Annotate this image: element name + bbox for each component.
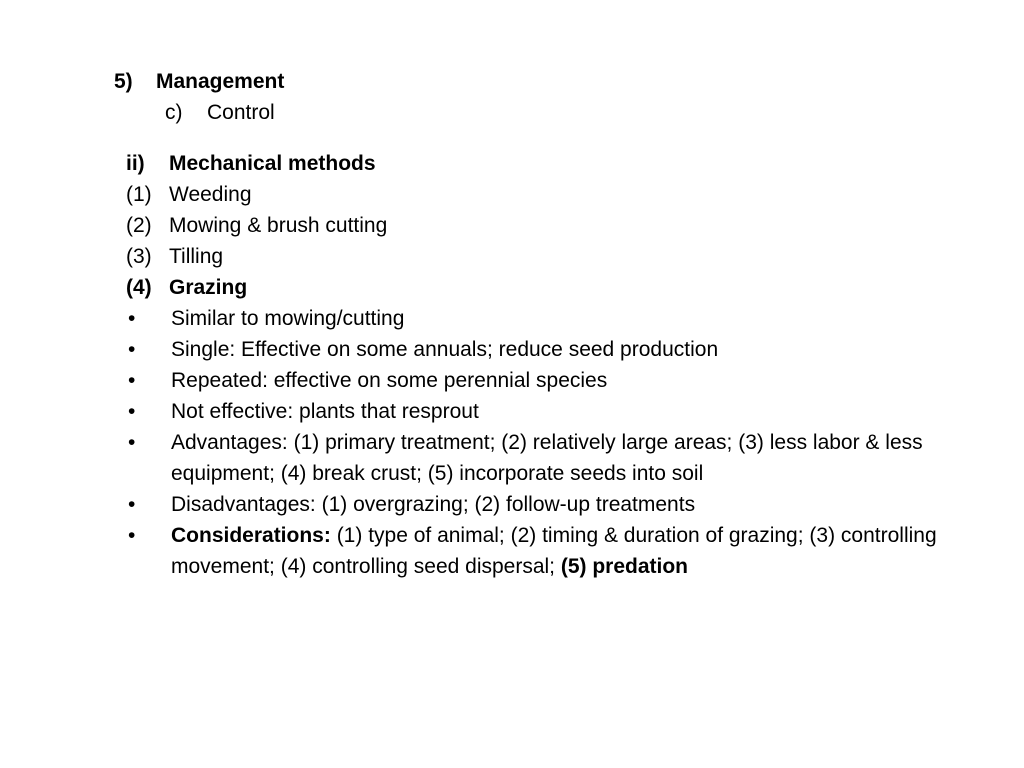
bullet-text: Single: Effective on some annuals; reduce seed production	[171, 338, 719, 361]
bullet-item-disadvantages	[126, 489, 956, 520]
bullet-icon: •	[128, 431, 136, 454]
method-label: Grazing	[169, 276, 248, 299]
bullet-icon: •	[128, 369, 136, 392]
bullet-item-advantages	[126, 427, 956, 489]
bullet-icon: •	[128, 493, 136, 516]
bullet-item	[126, 334, 956, 365]
heading-row	[114, 66, 284, 97]
subheading-row	[165, 97, 275, 128]
heading-number: 5)	[114, 70, 133, 93]
heading-title: Management	[156, 70, 285, 93]
section-title: Mechanical methods	[169, 152, 376, 175]
bullet-item	[126, 396, 956, 427]
bullet-item	[126, 365, 956, 396]
considerations-text	[171, 520, 956, 582]
method-label: Weeding	[169, 183, 252, 206]
outline-list	[126, 148, 956, 582]
method-item-tilling	[126, 241, 956, 272]
bullet-text: Disadvantages: (1) overgrazing; (2) follow-up treatments	[171, 493, 696, 516]
method-marker: (1)	[126, 183, 152, 206]
considerations-label: Considerations:	[171, 524, 331, 547]
method-marker: (3)	[126, 245, 152, 268]
bullet-text: Repeated: effective on some perennial species	[171, 369, 608, 392]
section-heading	[126, 148, 956, 179]
bullet-text: Similar to mowing/cutting	[171, 307, 405, 330]
bullet-text: Advantages: (1) primary treatment; (2) relatively large areas; (3) less labor & less equipment; (4) break crust; (5) incorporate seeds into soil	[171, 431, 923, 485]
bullet-icon: •	[128, 338, 136, 361]
subheading-title: Control	[207, 101, 275, 124]
bullet-item-considerations	[126, 520, 956, 582]
method-item-mowing	[126, 210, 956, 241]
considerations-body: (1) type of animal; (2) timing & duration of grazing; (3) controlling movement; (4) controlling seed dispersal;	[171, 524, 937, 578]
method-label: Mowing & brush cutting	[169, 214, 388, 237]
method-item-weeding	[126, 179, 956, 210]
method-label: Tilling	[169, 245, 224, 268]
method-item-grazing	[126, 272, 956, 303]
bullet-text: Not effective: plants that resprout	[171, 400, 479, 423]
bullet-item	[126, 303, 956, 334]
section-marker: ii)	[126, 152, 145, 175]
bullet-icon: •	[128, 307, 136, 330]
method-marker: (2)	[126, 214, 152, 237]
bullet-icon: •	[128, 524, 136, 547]
considerations-emphasis: (5) predation	[560, 555, 689, 578]
bullet-icon: •	[128, 400, 136, 423]
method-marker: (4)	[126, 276, 152, 299]
subheading-letter: c)	[165, 101, 183, 124]
